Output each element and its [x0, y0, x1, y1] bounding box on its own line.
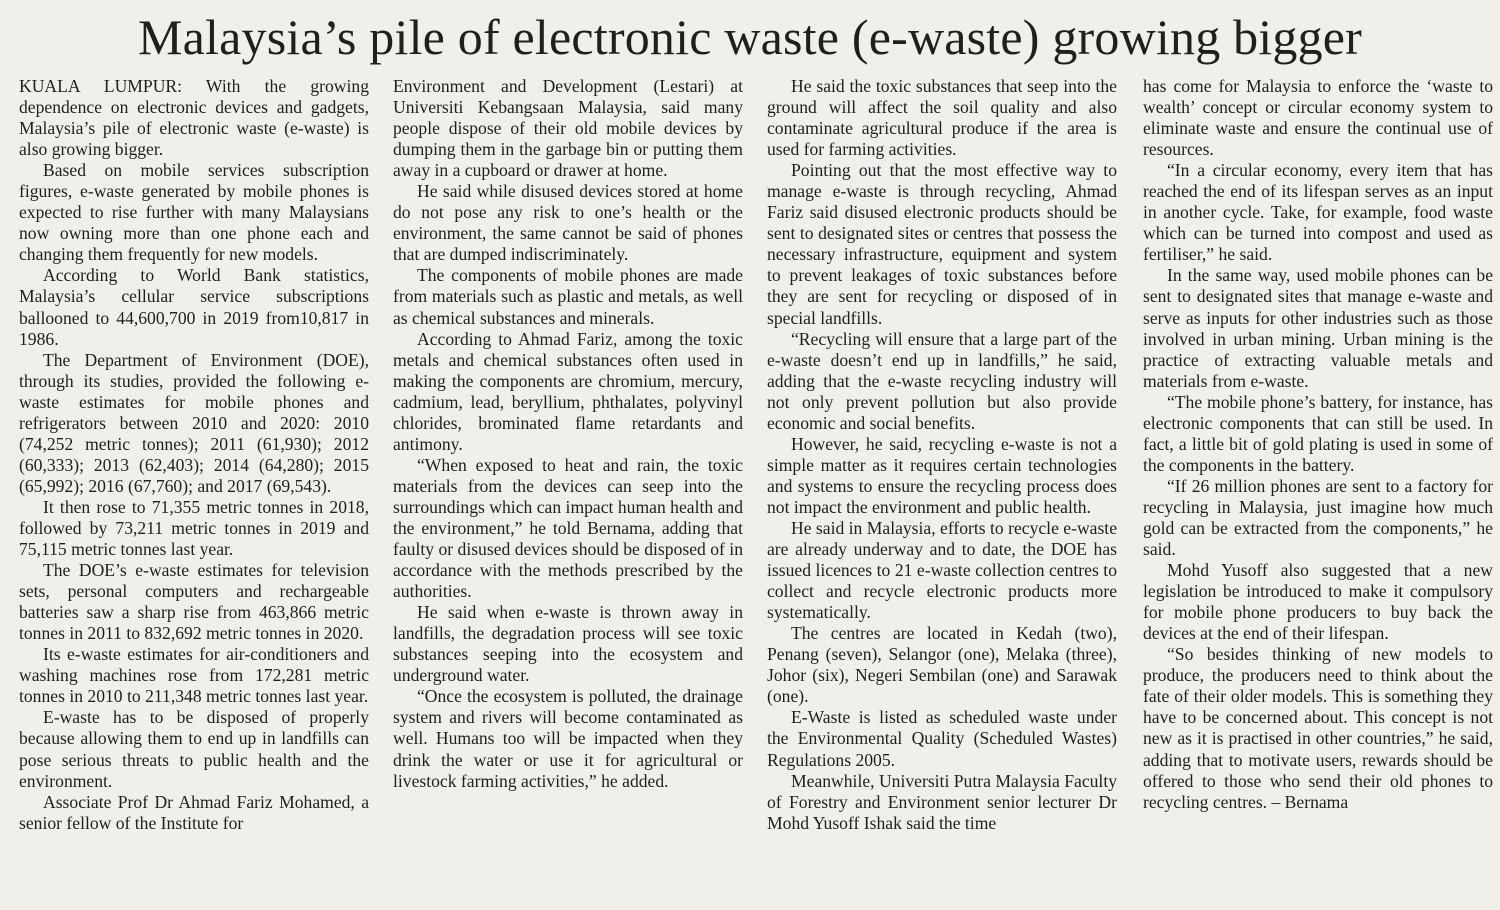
paragraph: He said in Malaysia, efforts to recycle e-waste are already underway and to date, the DOE has issued licences to 21 e-waste collection centres to collect and recycle electronic products more systematically. — [767, 517, 1118, 623]
paragraph: KUALA LUMPUR: With the growing dependence on electronic devices and gadgets, Malaysia’s pile of electronic waste (e-waste) is also growing bigger. — [19, 76, 369, 160]
paragraph: Associate Prof Dr Ahmad Fariz Mohamed, a senior fellow of the Institute for — [19, 791, 369, 833]
paragraph: “Once the ecosystem is polluted, the drainage system and rivers will become contaminated as well. Humans too will be impacted when they drink the water or use it for agricultural or livestock farming activities,” he added. — [393, 686, 743, 791]
paragraph: According to Ahmad Fariz, among the toxic metals and chemical substances often used in making the components are chromium, mercury, cadmium, lead, beryllium, phthalates, polyvinyl chlorides, brominated flame retardants and antimony. — [393, 328, 743, 454]
paragraph: The Department of Environment (DOE), through its studies, provided the following e-waste estimates for mobile phones and refrigerators between 2010 and 2020: 2010 (74,252 metric tonnes); 2011 (61,930); 2012 (60,333); 2013 (62,403); 2014 (64,280); 2015 (65,992); 2016 (67,760); and 2017 (69,543). — [19, 349, 369, 496]
article-headline: Malaysia’s pile of electronic waste (e-waste) growing bigger — [137, 9, 1363, 65]
article-column-3 — [767, 76, 1117, 834]
paragraph: “When exposed to heat and rain, the toxic materials from the devices can seep into the surroundings which can impact human health and the environment,” he told Bernama, adding that faulty or disused devices should be disposed of in accordance with the methods prescribed by the authorities. — [393, 454, 743, 602]
paragraph: Mohd Yusoff also suggested that a new legislation be introduced to make it compulsory for mobile phone producers to buy back the devices at the end of their lifespan. — [1143, 560, 1493, 644]
paragraph: He said the toxic substances that seep into the ground will affect the soil quality and also contaminate agricultural produce if the area is used for farming activities. — [767, 76, 1117, 160]
paragraph: Based on mobile services subscription figures, e-waste generated by mobile phones is expected to rise further with many Malaysians now owning more than one phone each and changing them frequently for new models. — [19, 160, 369, 265]
paragraph: It then rose to 71,355 metric tonnes in 2018, followed by 73,211 metric tonnes in 2019 and 75,115 metric tonnes last year. — [19, 496, 369, 560]
paragraph: According to World Bank statistics, Malaysia’s cellular service subscriptions ballooned to 44,600,700 in 2019 from10,817 in 1986. — [19, 265, 369, 349]
paragraph: E-waste has to be disposed of properly because allowing them to end up in landfills can pose serious threats to public health and the environment. — [19, 707, 369, 791]
paragraph: The DOE’s e-waste estimates for television sets, personal computers and rechargeable batteries saw a sharp rise from 463,866 metric tonnes in 2011 to 832,692 metric tonnes in 2020. — [19, 560, 369, 644]
paragraph: Its e-waste estimates for air-conditioners and washing machines rose from 172,281 metric tonnes in 2010 to 211,348 metric tonnes last year. — [19, 644, 369, 707]
paragraph: “The mobile phone’s battery, for instance, has electronic components that can still be used. In fact, a little bit of gold plating is used in some of the components in the battery. — [1143, 391, 1493, 475]
paragraph: “So besides thinking of new models to produce, the producers need to think about the fate of their older models. This is something they have to be concerned about. This concept is not new as it is practised in other countries,” he said, adding that to motivate users, rewards should be offered to those who send their old phones to recycling centres. – Bernama — [1143, 644, 1493, 812]
paragraph: In the same way, used mobile phones can be sent to designated sites that manage e-waste and serve as inputs for other industries such as those involved in urban mining. Urban mining is the practice of extracting valuable metals and materials from e-waste. — [1143, 265, 1493, 391]
article-column-2 — [393, 76, 743, 792]
paragraph: Pointing out that the most effective way to manage e-waste is through recycling, Ahmad Fariz said disused electronic products should be sent to designated sites or centres that possess the necessary infrastructure, equipment and system to prevent leakages of toxic substances before they are sent for recycling or disposed of in special landfills. — [767, 160, 1117, 328]
paragraph: However, he said, recycling e-waste is not a simple matter as it requires certain technologies and systems to ensure the recycling process does not impact the environment and public health. — [767, 433, 1117, 517]
paragraph: He said when e-waste is thrown away in landfills, the degradation process will see toxic substances seeping into the ecosystem and underground water. — [393, 602, 743, 686]
paragraph: Meanwhile, Universiti Putra Malaysia Faculty of Forestry and Environment senior lecturer Dr Mohd Yusoff Ishak said the time — [767, 770, 1117, 833]
paragraph: “If 26 million phones are sent to a factory for recycling in Malaysia, just imagine how much gold can be extracted from the components,” he said. — [1143, 475, 1493, 560]
article-column-4 — [1143, 76, 1493, 813]
paragraph: The centres are located in Kedah (two), Penang (seven), Selangor (one), Melaka (three), Johor (six), Negeri Sembilan (one) and Sarawak (one). — [767, 623, 1117, 707]
paragraph: “In a circular economy, every item that has reached the end of its lifespan serves as an input in another cycle. Take, for example, food waste which can be turned into compost and used as fertiliser,” he said. — [1143, 160, 1493, 265]
paragraph: The components of mobile phones are made from materials such as plastic and metals, as well as chemical substances and minerals. — [393, 265, 743, 328]
article-column-1 — [19, 76, 369, 834]
paragraph: He said while disused devices stored at home do not pose any risk to one’s health or the environment, the same cannot be said of phones that are dumped indiscriminately. — [393, 181, 743, 265]
paragraph: E-Waste is listed as scheduled waste under the Environmental Quality (Scheduled Wastes) Regulations 2005. — [767, 707, 1117, 770]
paragraph: Environment and Development (Lestari) at Universiti Kebangsaan Malaysia, said many people dispose of their old mobile devices by dumping them in the garbage bin or putting them away in a cupboard or drawer at home. — [393, 76, 743, 181]
paragraph: “Recycling will ensure that a large part of the e-waste doesn’t end up in landfills,” he said, adding that the e-waste recycling industry will not only prevent pollution but also provide economic and social benefits. — [767, 328, 1117, 433]
paragraph: has come for Malaysia to enforce the ‘waste to wealth’ concept or circular economy system to eliminate waste and ensure the continual use of resources. — [1143, 76, 1493, 160]
